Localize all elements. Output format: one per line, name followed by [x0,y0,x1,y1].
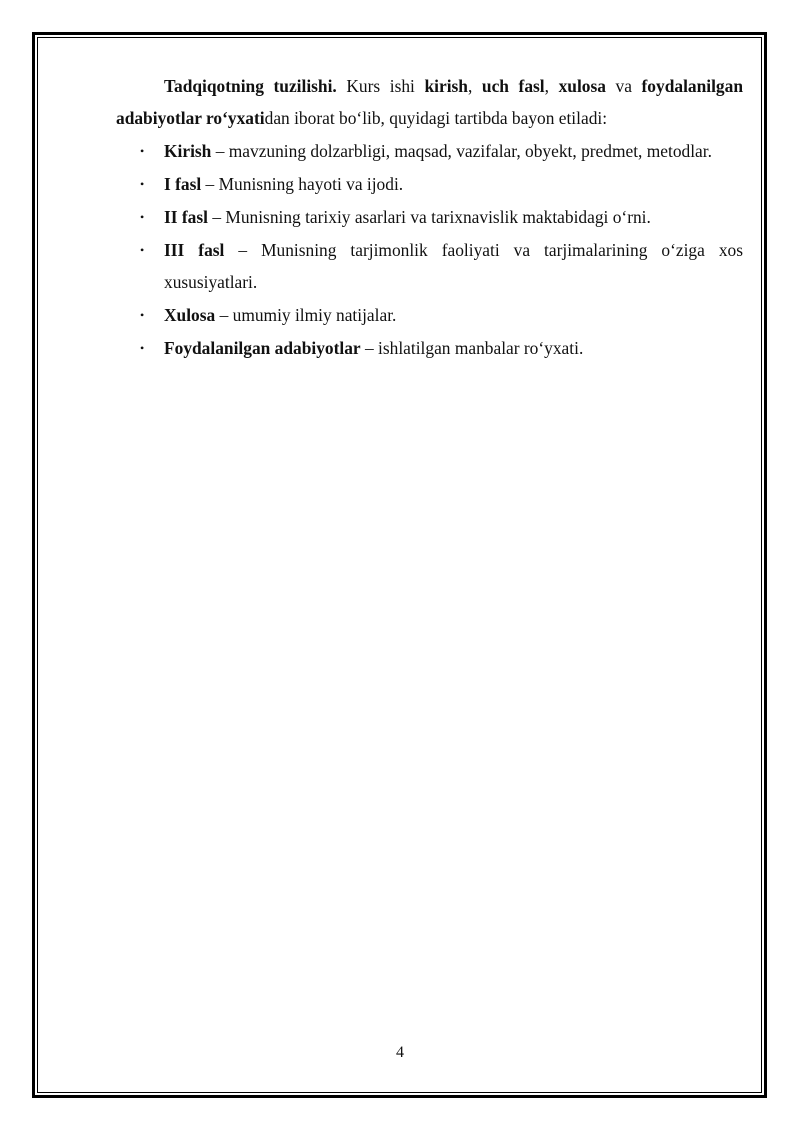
list-item [116,332,743,364]
list-item-text: – Munisning hayoti va ijodi. [201,174,404,194]
structure-list [116,135,743,364]
bullet-icon: • [140,308,145,322]
intro-paragraph [116,70,743,134]
list-item [116,168,743,200]
intro-bold-term: foydalanilgan adabiyotlar ro‘yxati [116,76,743,128]
list-item-term: Foydalanilgan adabiyotlar [164,338,361,358]
list-item [116,135,743,167]
list-item-term: Kirish [164,141,212,161]
intro-text: , [467,76,482,96]
document-body [116,70,743,364]
intro-bold-term: xulosa [558,76,606,96]
bullet-icon: • [140,243,145,257]
bullet-icon: • [140,210,145,224]
section-heading: Tadqiqotning tuzilishi. [164,76,337,96]
list-item-text: – Munisning tarjimonlik faoliyati va tarjimalarining o‘ziga xos xususiyatlari. [164,240,743,292]
list-item-text: – Munisning tarixiy asarlari va tarixnavislik maktabidagi o‘rni. [207,207,651,227]
page-number: 4 [396,1044,404,1061]
intro-text: , [544,76,559,96]
list-item-text: – ishlatilgan manbalar ro‘yxati. [360,338,584,358]
list-item-term: II fasl [164,207,208,227]
list-item-term: I fasl [164,174,202,194]
list-item [116,201,743,233]
list-item-term: Xulosa [164,305,216,325]
list-item [116,299,743,331]
list-item-text: – umumiy ilmiy natijalar. [215,305,397,325]
list-item [116,234,743,298]
intro-bold-term: uch fasl [481,76,545,96]
intro-bold-term: kirish [424,76,468,96]
bullet-icon: • [140,341,145,355]
intro-text: dan iborat bo‘lib, quyidagi tartibda bayon etiladi: [264,108,608,128]
bullet-icon: • [140,177,145,191]
intro-text: va [605,76,642,96]
bullet-icon: • [140,144,145,158]
list-item-term: III fasl [164,240,225,260]
intro-text: Kurs ishi [336,76,425,96]
list-item-text: – mavzuning dolzarbligi, maqsad, vazifalar, obyekt, predmet, metodlar. [211,141,712,161]
